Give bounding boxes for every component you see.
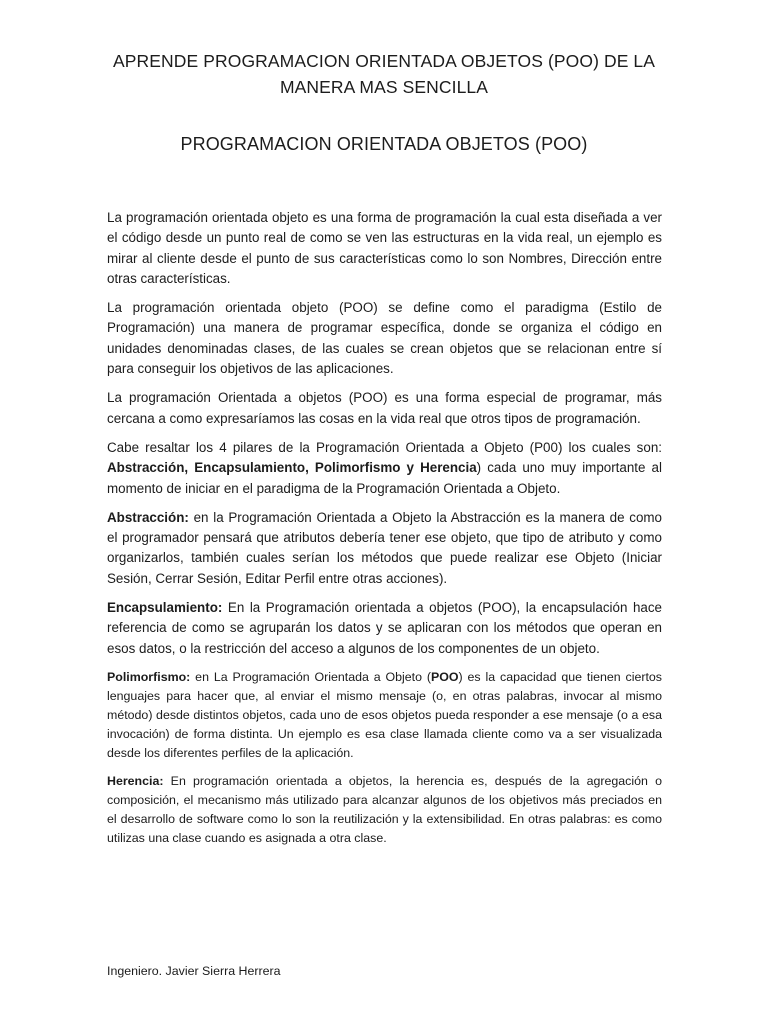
paragraph-pillars [107,438,662,499]
paragraph-real-life: La programación Orientada a objetos (POO) es una forma especial de programar, más cercana a como expresaríamos las cosas en la vida real que otros tipos de programación. [107,390,662,426]
paragraph-intro: La programación orientada objeto es una forma de programación la cual esta diseñada a ver el código desde un punto real de como se ven las estructuras en la vida real, un ejemplo es mirar al cliente desde el punto de sus características como lo son Nombres, Dirección entre otras características. [107,210,662,286]
polymorphism-text-end: ) es la capacidad que tienen ciertos lenguajes para hacer que, al enviar el mismo mensaje (o, en otras palabras, invocar al mismo método) desde distintos objetos, cada uno de esos objetos pueda responder a ese mensaje (o a esa invocación) de forma distinta. Un ejemplo es esa clase llamada cliente como va a ser visualizada desde los diferentes perfiles de la aplicación. [107,669,662,760]
paragraph-definition: La programación orientada objeto (POO) se define como el paradigma (Estilo de Programación) una manera de programar específica, donde se organiza el código en unidades denominadas clases, de las cuales se crean objetos que se relacionan entre sí para conseguir los objetivos de las aplicaciones. [107,300,662,377]
paragraph-inheritance [107,772,662,848]
document-subtitle: PROGRAMACION ORIENTADA OBJETOS (POO) [180,134,588,154]
paragraph-abstraction [107,508,662,589]
document-footer-author: Ingeniero. Javier Sierra Herrera [107,964,281,978]
polymorphism-label: Polimorfismo: [107,669,191,684]
pillars-closing-text: ) cada uno muy importante al momento de iniciar en el paradigma de la Programación Orientada a Objeto. [107,460,662,496]
pillars-list: Abstracción, Encapsulamiento, Polimorfismo y Herencia [107,460,477,476]
inheritance-label: Herencia: [107,773,164,788]
encapsulation-text: En la Programación orientada a objetos (POO), la encapsulación hace referencia de como se agruparán los datos y se aplicaran con los métodos que operan en esos datos, o la restricción del acceso a algunos de los componentes de un objeto. [107,600,662,656]
abstraction-label: Abstracción: [107,509,189,525]
polymorphism-poo: POO [431,669,459,684]
paragraph-encapsulation [107,598,662,659]
document-body [107,208,662,857]
encapsulation-label: Encapsulamiento: [107,600,223,616]
polymorphism-text-start: en La Programación Orientada a Objeto ( [190,669,431,684]
inheritance-text: En programación orientada a objetos, la herencia es, después de la agregación o composición, el mecanismo más utilizado para alcanzar algunos de los objetivos más preciados en el desarrollo de software como lo son la reutilización y la extensibilidad. En otras palabras: es como utilizas una clase cuando es asignada a otra clase. [107,773,662,845]
paragraph-polymorphism [107,668,662,763]
abstraction-text: en la Programación Orientada a Objeto la Abstracción es la manera de como el programador pensará que atributos debería tener ese objeto, que tipo de atributo y como organizarlos, también cuales serían los métodos que puede realizar ese Objeto (Iniciar Sesión, Cerrar Sesión, Editar Perfil entre otras acciones). [107,509,662,586]
document-title: APRENDE PROGRAMACION ORIENTADA OBJETOS (POO) DE LA MANERA MAS SENCILLA [112,51,656,97]
pillars-intro-text: Cabe resaltar los 4 pilares de la Programación Orientada a Objeto (P00) los cuales son: [107,439,662,455]
